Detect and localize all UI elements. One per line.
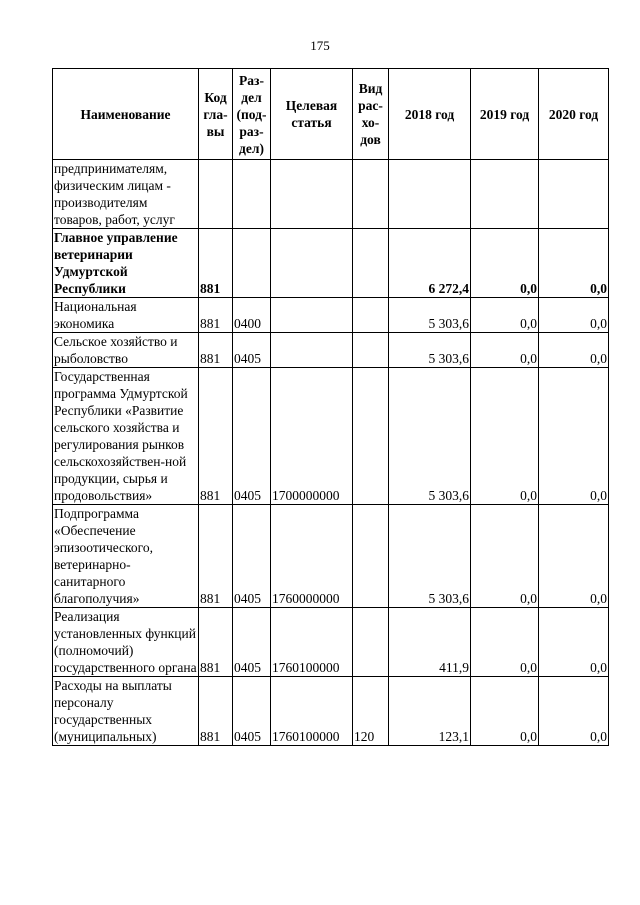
cell-2020: 0,0 bbox=[539, 333, 609, 368]
cell-glava: 881 bbox=[199, 333, 233, 368]
cell-target: 1760000000 bbox=[271, 505, 353, 608]
cell-2019: 0,0 bbox=[471, 505, 539, 608]
cell-target: 1760100000 bbox=[271, 608, 353, 677]
cell-2020: 0,0 bbox=[539, 298, 609, 333]
cell-2019: 0,0 bbox=[471, 368, 539, 505]
header-glava: Код гла- вы bbox=[199, 69, 233, 160]
cell-2018: 5 303,6 bbox=[389, 298, 471, 333]
cell-name: Расходы на выплаты персоналу государственных (муниципальных) bbox=[53, 677, 199, 746]
page-number: 175 bbox=[310, 38, 330, 53]
cell-2019: 0,0 bbox=[471, 229, 539, 298]
cell-target bbox=[271, 333, 353, 368]
table-row bbox=[53, 298, 609, 333]
cell-glava: 881 bbox=[199, 229, 233, 298]
header-2019: 2019 год bbox=[471, 69, 539, 160]
cell-2020: 0,0 bbox=[539, 368, 609, 505]
cell-target: 1700000000 bbox=[271, 368, 353, 505]
cell-2018: 5 303,6 bbox=[389, 368, 471, 505]
cell-2019: 0,0 bbox=[471, 677, 539, 746]
cell-2020 bbox=[539, 160, 609, 229]
cell-2020: 0,0 bbox=[539, 608, 609, 677]
table-row bbox=[53, 333, 609, 368]
cell-target bbox=[271, 298, 353, 333]
cell-razdel: 0405 bbox=[233, 608, 271, 677]
cell-2019: 0,0 bbox=[471, 298, 539, 333]
cell-2020: 0,0 bbox=[539, 677, 609, 746]
cell-razdel: 0405 bbox=[233, 677, 271, 746]
header-vid: Вид рас- хо- дов bbox=[353, 69, 389, 160]
cell-razdel: 0405 bbox=[233, 333, 271, 368]
cell-2020: 0,0 bbox=[539, 505, 609, 608]
header-name: Наименование bbox=[53, 69, 199, 160]
cell-vid bbox=[353, 333, 389, 368]
cell-target: 1760100000 bbox=[271, 677, 353, 746]
cell-name: Реализация установленных функций (полномочий) государственного органа bbox=[54, 609, 197, 675]
cell-glava: 881 bbox=[199, 298, 233, 333]
cell-2019: 0,0 bbox=[471, 608, 539, 677]
cell-glava: 881 bbox=[199, 368, 233, 505]
header-2018: 2018 год bbox=[389, 69, 471, 160]
cell-target bbox=[271, 160, 353, 229]
cell-name: Национальная экономика bbox=[53, 298, 199, 333]
table-row bbox=[53, 229, 609, 298]
cell-name: Государственная программа Удмуртской Республики «Развитие сельского хозяйства и регулирования рынков сельскохозяйствен-ной продукции, сырья и продовольствия» bbox=[53, 368, 199, 505]
cell-vid: 120 bbox=[353, 677, 389, 746]
table-row bbox=[53, 368, 609, 505]
header-target: Целевая статья bbox=[271, 69, 353, 160]
cell-2018: 411,9 bbox=[389, 608, 471, 677]
cell-razdel: 0400 bbox=[233, 298, 271, 333]
cell-glava: 881 bbox=[199, 608, 233, 677]
table-row bbox=[53, 608, 609, 677]
table-header-row bbox=[53, 69, 609, 160]
cell-razdel: 0405 bbox=[233, 505, 271, 608]
cell-vid bbox=[353, 368, 389, 505]
cell-2018: 5 303,6 bbox=[389, 505, 471, 608]
cell-vid bbox=[353, 160, 389, 229]
cell-2018: 123,1 bbox=[389, 677, 471, 746]
cell-2019: 0,0 bbox=[471, 333, 539, 368]
cell-vid bbox=[353, 608, 389, 677]
table-row bbox=[53, 677, 609, 746]
cell-glava: 881 bbox=[199, 505, 233, 608]
cell-target bbox=[271, 229, 353, 298]
cell-2020: 0,0 bbox=[539, 229, 609, 298]
cell-razdel: 0405 bbox=[233, 368, 271, 505]
table-row bbox=[53, 505, 609, 608]
cell-2018: 5 303,6 bbox=[389, 333, 471, 368]
cell-razdel bbox=[233, 229, 271, 298]
cell-vid bbox=[353, 229, 389, 298]
header-2020: 2020 год bbox=[539, 69, 609, 160]
cell-razdel bbox=[233, 160, 271, 229]
cell-2018 bbox=[389, 160, 471, 229]
cell-name: Сельское хозяйство и рыболовство bbox=[53, 333, 199, 368]
cell-2018: 6 272,4 bbox=[389, 229, 471, 298]
cell-name: Главное управление ветеринарии Удмуртской Республики bbox=[53, 229, 199, 298]
cell-vid bbox=[353, 505, 389, 608]
cell-2019 bbox=[471, 160, 539, 229]
cell-glava: 881 bbox=[199, 677, 233, 746]
cell-glava bbox=[199, 160, 233, 229]
cell-name: Подпрограмма «Обеспечение эпизоотического, ветеринарно-санитарного благополучия» bbox=[53, 505, 199, 608]
header-razdel: Раз- дел (под- раз- дел) bbox=[233, 69, 271, 160]
cell-name: предпринимателям, физическим лицам - производителям товаров, работ, услуг bbox=[53, 160, 199, 229]
table-row bbox=[53, 160, 609, 229]
budget-table bbox=[52, 68, 609, 746]
cell-vid bbox=[353, 298, 389, 333]
